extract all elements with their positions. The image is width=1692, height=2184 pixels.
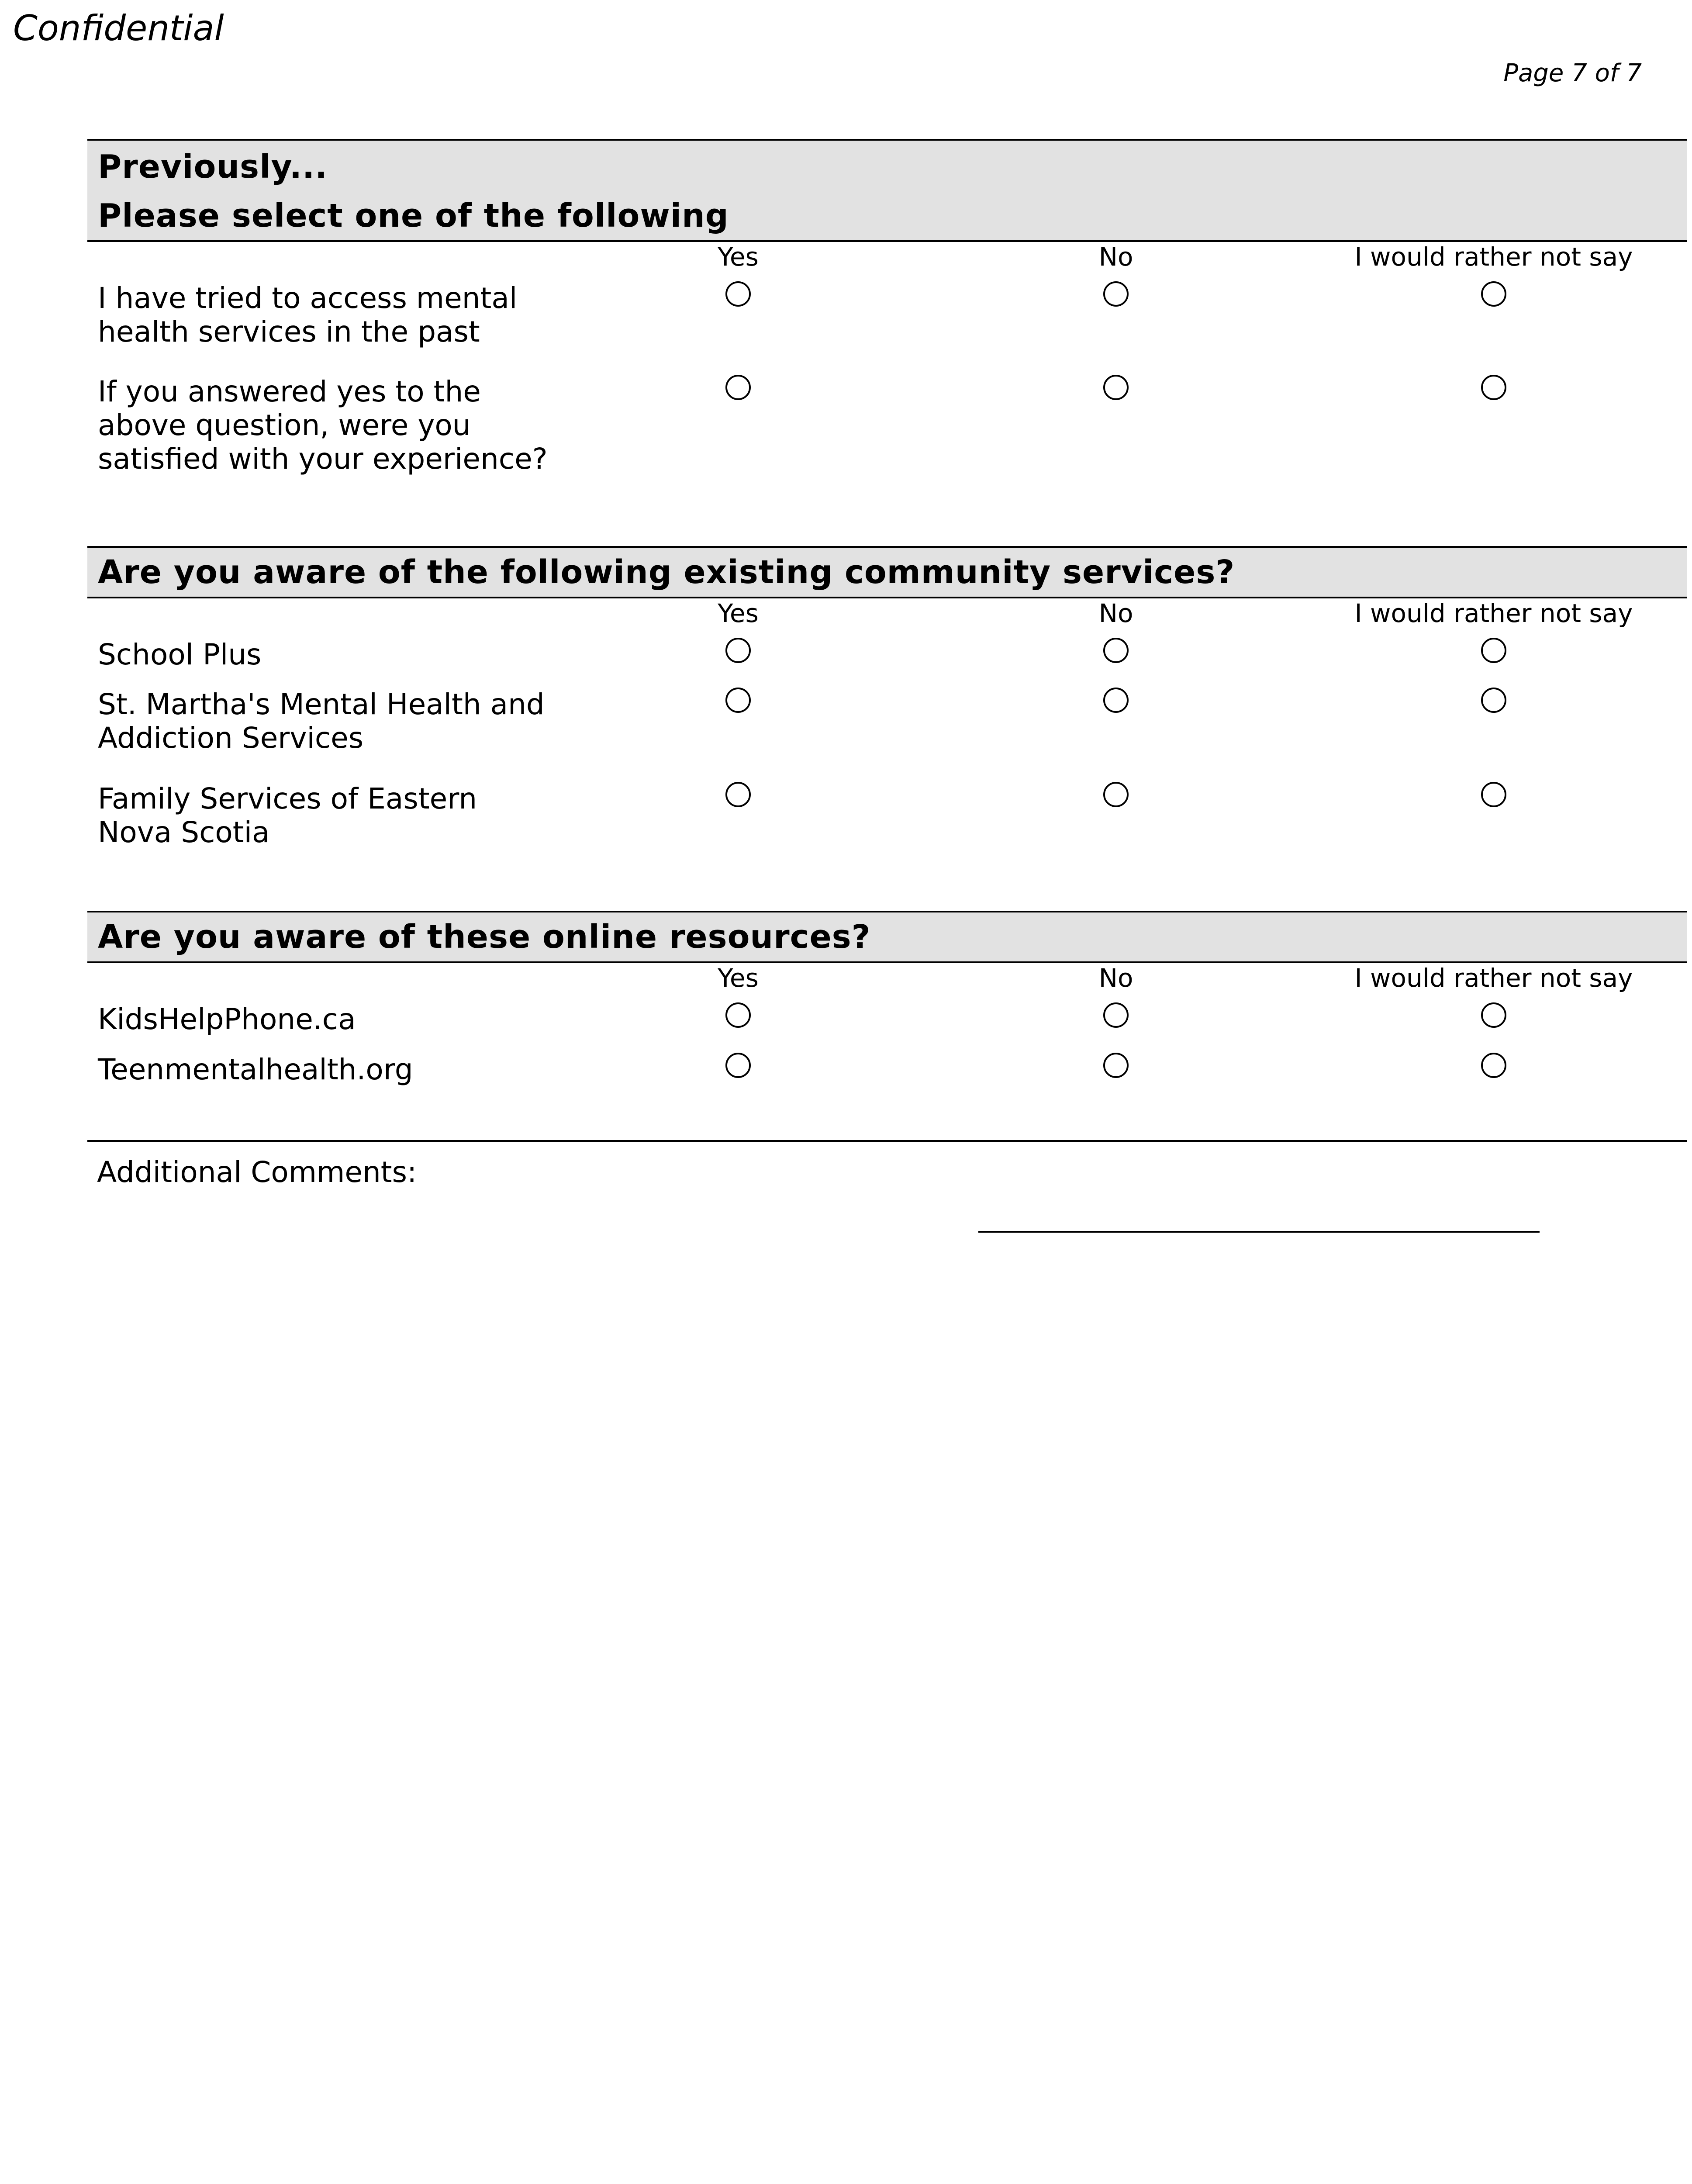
radio-no[interactable] [1103, 782, 1129, 807]
option-header-no: No [1098, 598, 1133, 628]
radio-yes[interactable] [725, 638, 751, 663]
radio-rather-not-say[interactable] [1481, 1053, 1506, 1078]
radio-no[interactable] [1103, 1002, 1129, 1028]
option-header-rather-not-say: I would rather not say [1354, 598, 1633, 628]
option-header-no: No [1098, 242, 1133, 272]
radio-rather-not-say[interactable] [1481, 688, 1506, 713]
question-label: I have tried to access mental health services in the past [98, 281, 518, 349]
question-label: Teenmentalhealth.org [98, 1053, 413, 1086]
option-header-yes: Yes [718, 242, 759, 272]
section-title-line: Previously... [98, 148, 328, 186]
comments-answer-line[interactable] [978, 1231, 1540, 1233]
radio-yes[interactable] [725, 375, 751, 400]
radio-rather-not-say[interactable] [1481, 281, 1506, 307]
radio-no[interactable] [1103, 375, 1129, 400]
confidential-label: Confidential [13, 8, 224, 48]
additional-comments-label: Additional Comments: [97, 1155, 417, 1189]
radio-rather-not-say[interactable] [1481, 1002, 1506, 1028]
section-title-line: Please select one of the following [98, 197, 729, 235]
radio-rather-not-say[interactable] [1481, 375, 1506, 400]
divider [87, 1140, 1687, 1142]
radio-no[interactable] [1103, 281, 1129, 307]
radio-yes[interactable] [725, 1002, 751, 1028]
option-header-yes: Yes [718, 598, 759, 628]
radio-rather-not-say[interactable] [1481, 782, 1506, 807]
radio-yes[interactable] [725, 782, 751, 807]
question-label: St. Martha's Mental Health and Addiction Services [98, 688, 545, 755]
option-header-rather-not-say: I would rather not say [1354, 242, 1633, 272]
radio-no[interactable] [1103, 638, 1129, 663]
page-number: Page 7 of 7 [1503, 59, 1642, 87]
option-header-no: No [1098, 963, 1133, 993]
option-header-rather-not-say: I would rather not say [1354, 963, 1633, 993]
radio-yes[interactable] [725, 1053, 751, 1078]
option-header-yes: Yes [718, 963, 759, 993]
section-header [87, 911, 1687, 963]
radio-no[interactable] [1103, 688, 1129, 713]
section-community-services [87, 546, 1687, 849]
radio-rather-not-say[interactable] [1481, 638, 1506, 663]
radio-no[interactable] [1103, 1053, 1129, 1078]
radio-yes[interactable] [725, 688, 751, 713]
radio-yes[interactable] [725, 281, 751, 307]
question-label: If you answered yes to the above question, were you satisfied with your experience? [98, 375, 548, 476]
section-title-line: Are you aware of these online resources? [98, 918, 871, 956]
question-label: Family Services of Eastern Nova Scotia [98, 782, 477, 849]
section-header [87, 139, 1687, 242]
section-previously [87, 139, 1687, 476]
section-header [87, 546, 1687, 598]
section-title-line: Are you aware of the following existing community services? [98, 553, 1235, 591]
section-online-resources [87, 911, 1687, 1086]
question-label: KidsHelpPhone.ca [98, 1002, 356, 1036]
question-label: School Plus [98, 638, 262, 671]
